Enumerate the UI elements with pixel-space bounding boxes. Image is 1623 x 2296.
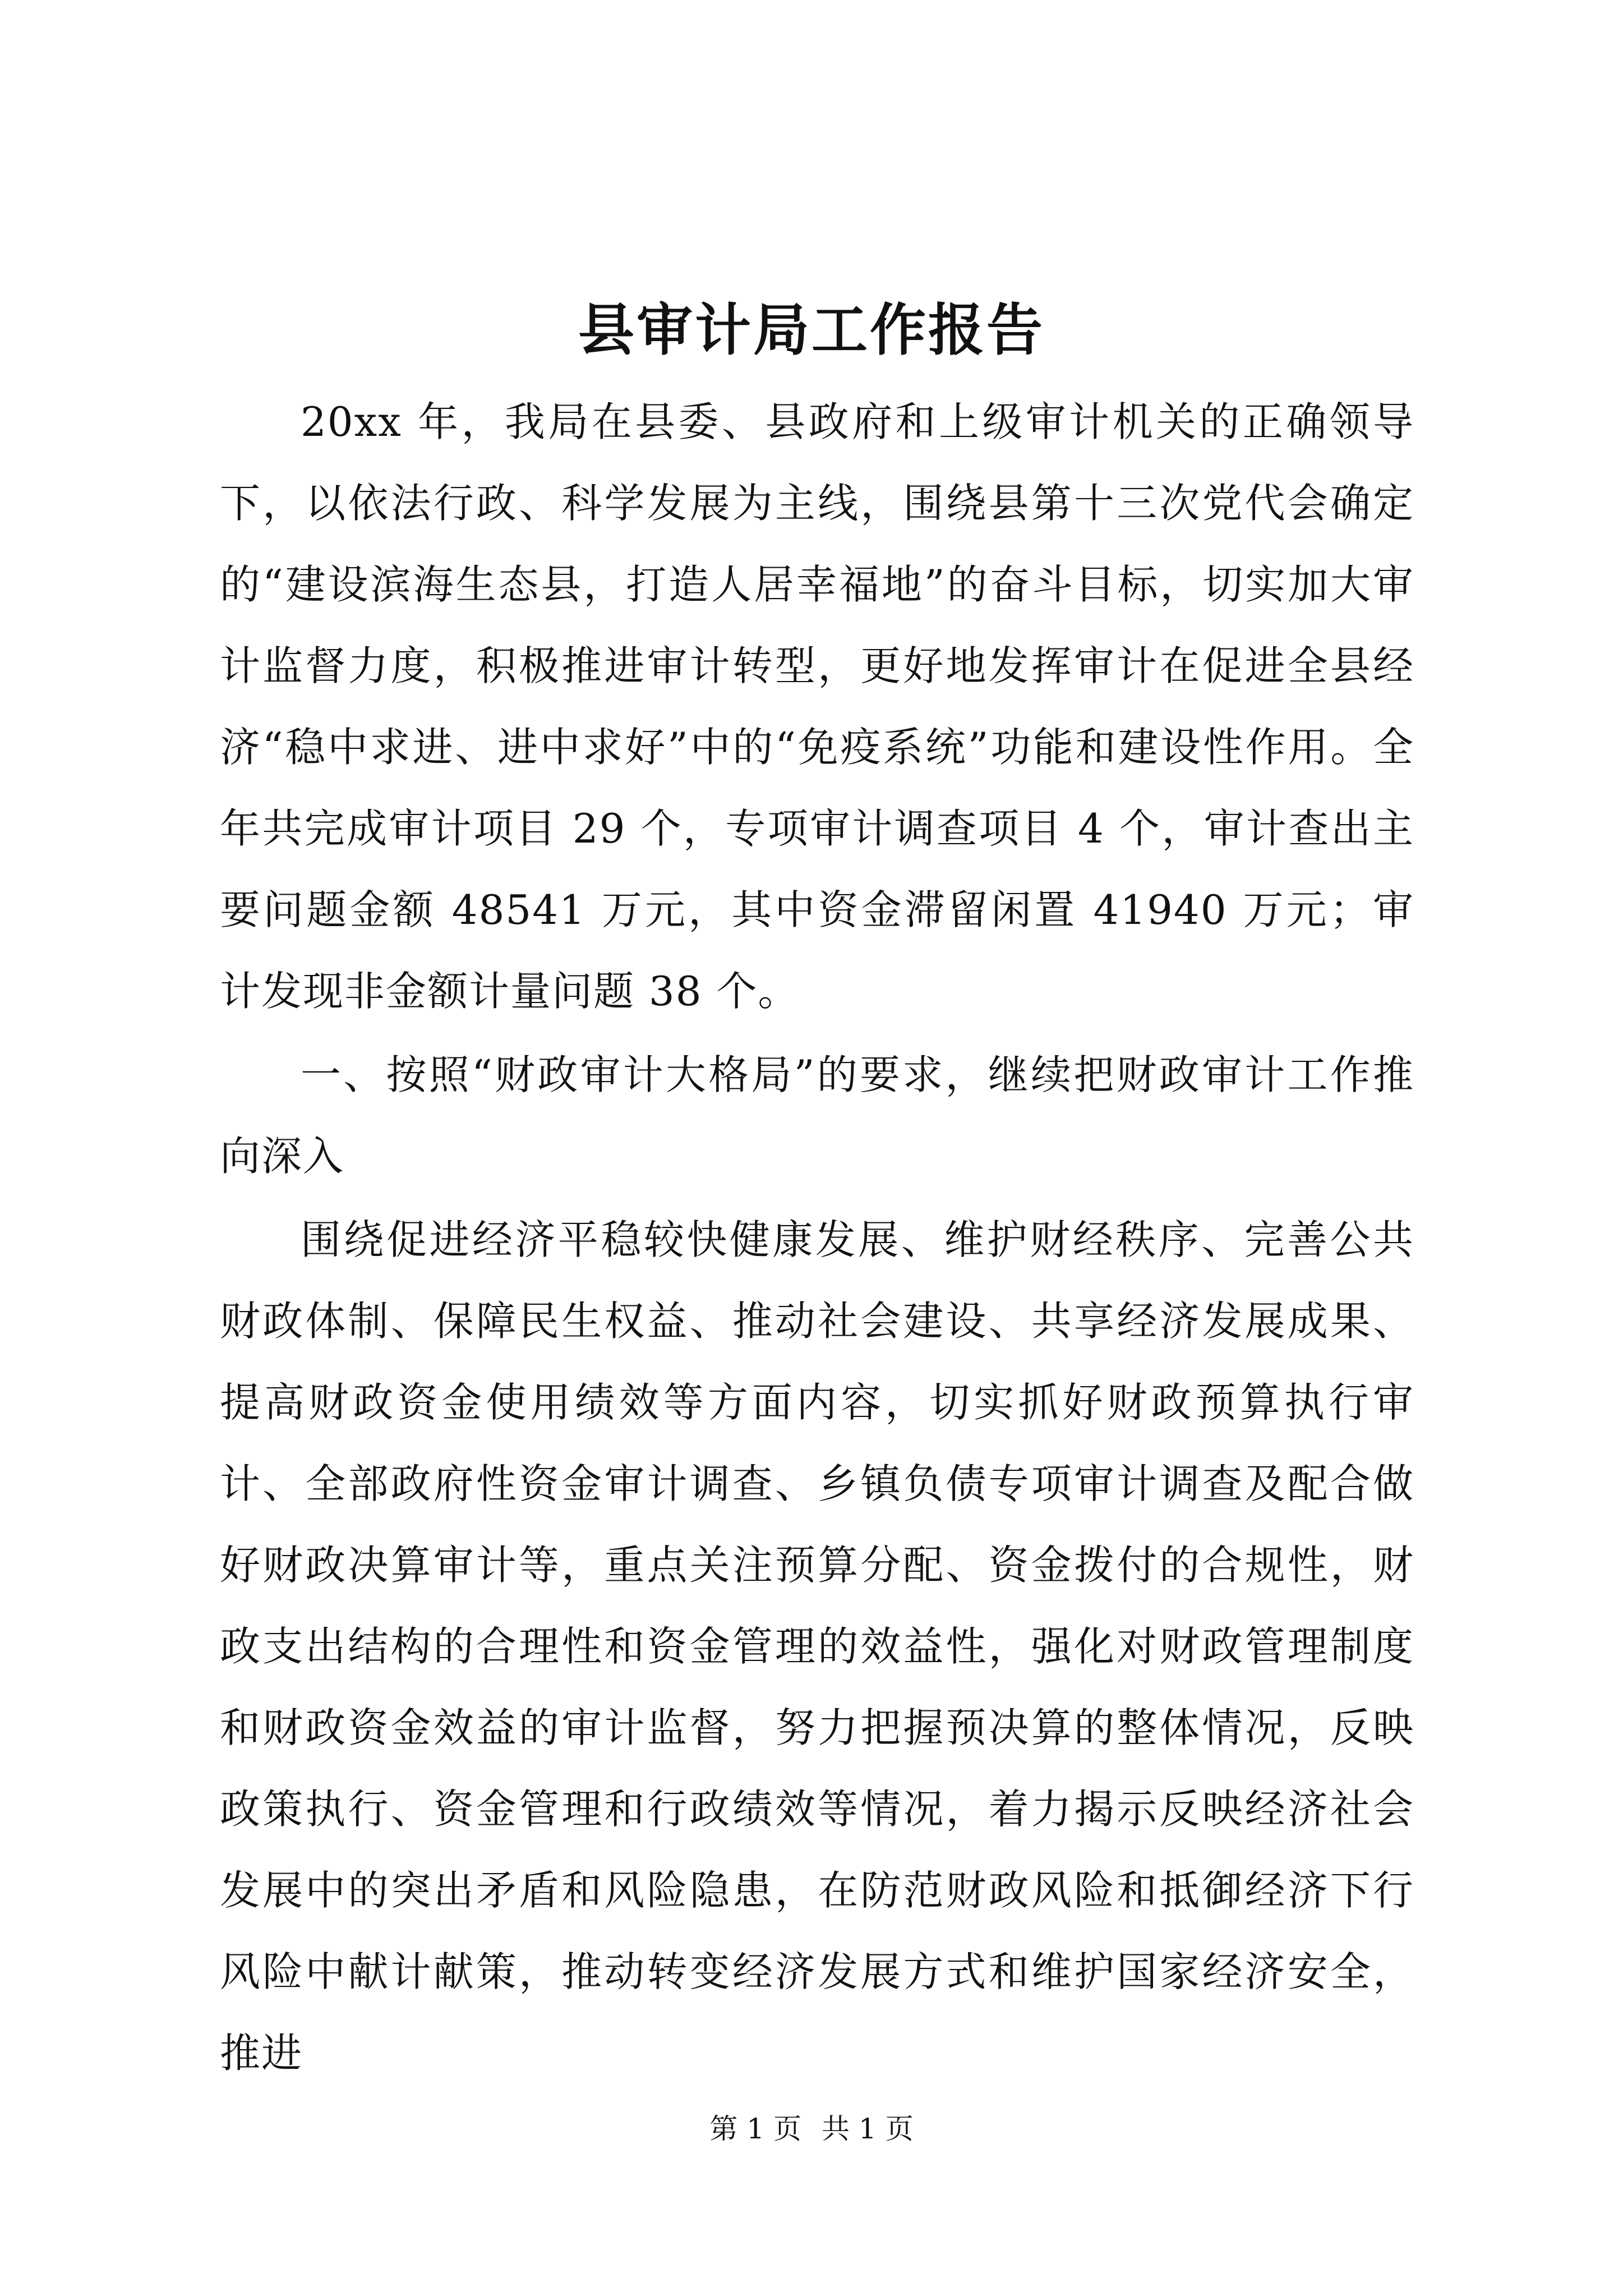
paragraph-section-1: 围绕促进经济平稳较快健康发展、维护财经秩序、完善公共财政体制、保障民生权益、推动社会建设、共享经济发展成果、提高财政资金使用绩效等方面内容，切实抓好财政预算执行审计、全部政府性资金审计调查、乡镇负债专项审计调查及配合做好财政决算审计等，重点关注预算分配、资金拨付的合规性，财政支出结构的合理性和资金管理的效益性，强化对财政管理制度和财政资金效益的审计监督，努力把握预决算的整体情况，反映政策执行、资金管理和行政绩效等情况，着力揭示反映经济社会发展中的突出矛盾和风险隐患，在防范财政风险和抵御经济下行风险中献计献策，推动转变经济发展方式和维护国家经济安全，推进 — [220, 1216, 1414, 2077]
page-footer — [0, 2109, 1623, 2148]
document-body — [220, 381, 1414, 2094]
paragraph-intro: 20xx 年，我局在县委、县政府和上级审计机关的正确领导下，以依法行政、科学发展为主线，围绕县第十三次党代会确定的“建设滨海生态县，打造人居幸福地”的奋斗目标，切实加大审计监督力度，积极推进审计转型，更好地发挥审计在促进全县经济“稳中求进、进中求好”中的“免疫系统”功能和建设性作用。全年共完成审计项目 29 个，专项审计调查项目 4 个，审计查出主要问题金额 48541 万元，其中资金滞留闲置 41940 万元；审计发现非金额计量问题 38 个。 — [220, 398, 1414, 1015]
document-title: 县审计局工作报告 — [578, 297, 1045, 363]
page-number-current: 第 1 页 — [709, 2113, 801, 2145]
section-heading-1: 一、按照“财政审计大格局”的要求，继续把财政审计工作推向深入 — [220, 1051, 1414, 1180]
page-number-total: 共 1 页 — [822, 2113, 914, 2145]
